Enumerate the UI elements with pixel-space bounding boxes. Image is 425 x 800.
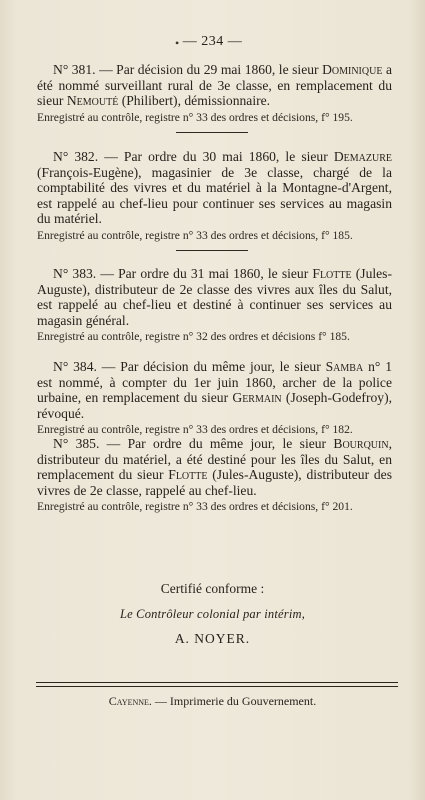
entry-text-part: n° 1 est nommé, à compter du 1er juin 1860, archer de la police urbaine, en remplacement du sieur	[37, 359, 392, 405]
registration-line: Enregistré au contrôle, registre n° 32 des ordres et décisions f° 185.	[37, 330, 350, 343]
footer-rule-thick	[36, 682, 398, 683]
margin-dot: •	[175, 36, 180, 50]
section-divider	[176, 250, 248, 251]
entry-number: N° 384.	[53, 359, 97, 374]
entry-text-part: (Jules-Auguste), distributeur de 2e classe des vivres aux îles du Salut, est rappelé au chef-lieu et destiné à continuer ses services au magasin général.	[37, 266, 392, 328]
section-divider	[176, 132, 248, 133]
entry-text	[37, 436, 392, 498]
entry-text-part: — Par décision du même jour, le sieur	[96, 359, 326, 374]
registration-line: Enregistré au contrôle, registre n° 33 des ordres et décisions, f° 185.	[37, 228, 353, 242]
person-name: Germain	[232, 390, 282, 405]
entry-text	[37, 62, 392, 109]
person-name: Samba	[325, 359, 364, 374]
entry-381	[37, 62, 392, 124]
imprint-text: — Imprimerie du Gouvernement.	[151, 694, 317, 708]
entry-number: N° 381.	[53, 62, 96, 77]
entry-text-part: (François-Eugène), magasinier de 3e classe, chargé de la comptabilité des vivres et du matériel à la Montagne-d'Argent, est rappelé au chef-lieu pour continuer ses services au magasin du matériel.	[37, 164, 392, 226]
page-number: — 234 —	[182, 34, 243, 49]
person-name: Dominique	[322, 62, 383, 77]
controleur-title: Le Contrôleur colonial par intérim,	[119, 607, 306, 621]
person-name: Demazure	[333, 149, 392, 164]
entry-text-part: — Par ordre du 30 mai 1860, le sieur	[98, 149, 334, 164]
person-name: Bourquin	[333, 436, 389, 451]
entry-text-part: — Par ordre du 31 mai 1860, le sieur	[96, 266, 313, 281]
entry-text-part: (Philibert), démissionnaire.	[118, 93, 271, 108]
person-name: Nemouté	[66, 93, 119, 108]
entry-385	[37, 436, 392, 513]
entry-number: N° 382.	[53, 149, 99, 164]
footer-rule-thin	[36, 686, 398, 687]
signature-name: A. NOYER.	[174, 631, 251, 646]
entry-text-part: — Par ordre du même jour, le sieur	[99, 436, 334, 451]
entry-text-part: — Par décision du 29 mai 1860, le sieur	[95, 62, 323, 77]
entry-text	[37, 359, 392, 421]
imprint-place: Cayenne.	[108, 694, 152, 708]
registration-line: Enregistré au contrôle, registre n° 33 des ordres et décisions, f° 182.	[37, 423, 353, 436]
entry-text-part: , distributeur du matériel, a été destiné pour les îles du Salut, en remplacement du sieur	[37, 436, 392, 482]
entry-383	[37, 266, 392, 343]
person-name: Flotte	[168, 467, 208, 482]
entry-text	[37, 266, 392, 328]
entry-384	[37, 359, 392, 436]
entry-382	[37, 149, 392, 242]
entry-text-part: a été nommé surveillant rural de 3e classe, en remplacement du sieur	[37, 62, 392, 108]
entry-text	[37, 149, 392, 227]
registration-line: Enregistré au contrôle, registre n° 33 des ordres et décisions, f° 195.	[37, 110, 353, 124]
entry-number: N° 385.	[53, 436, 100, 451]
certification-line: Certifié conforme :	[160, 581, 265, 596]
imprint-line	[0, 694, 425, 709]
entry-text-part: (Jules-Auguste), distributeur des vivres de 2e classe, rappelé au chef-lieu.	[37, 467, 393, 498]
entry-text-part: (Joseph-Godefroy), révoqué.	[37, 390, 392, 421]
registration-line: Enregistré au contrôle, registre n° 33 des ordres et décisions, f° 201.	[37, 500, 353, 513]
entry-number: N° 383.	[53, 266, 97, 281]
person-name: Flotte	[312, 266, 352, 281]
